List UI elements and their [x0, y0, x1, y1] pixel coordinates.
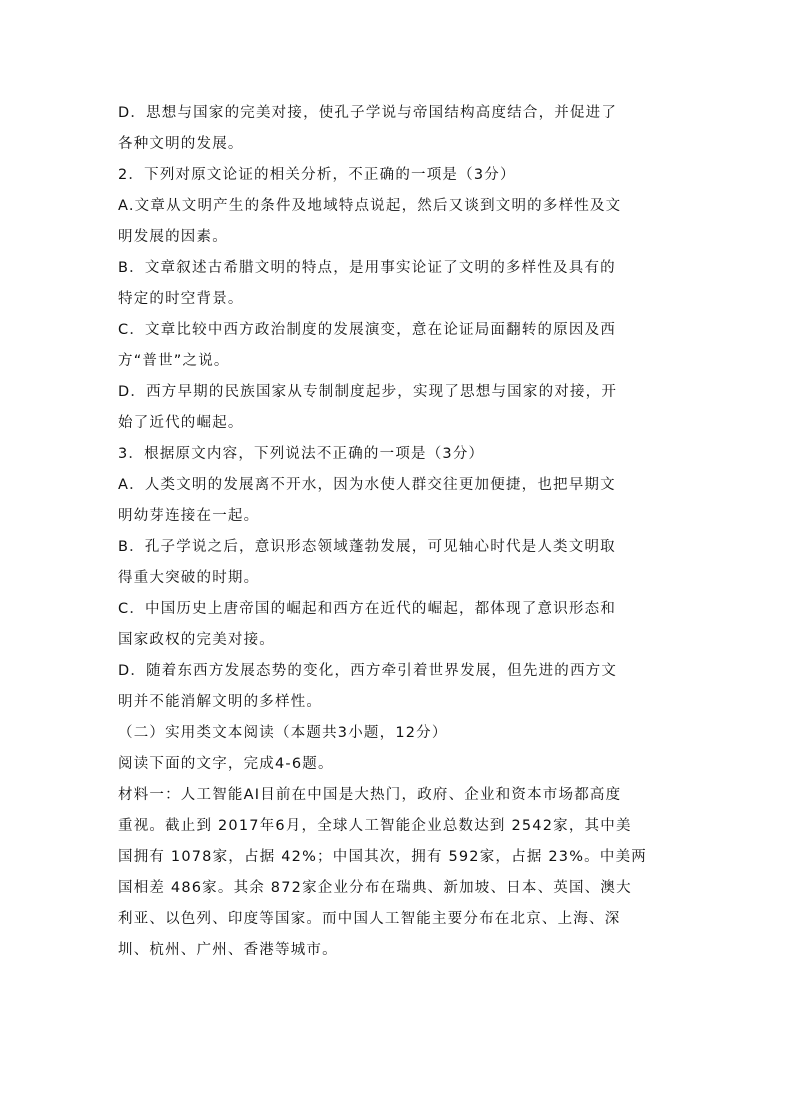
text-line: 方“普世”之说。: [118, 353, 230, 369]
text-line: D．随着东西方发展态势的变化，西方牵引着世界发展，但先进的西方文: [118, 663, 618, 679]
question-3-option-d: [118, 656, 678, 718]
text-line: A.文章从文明产生的条件及地域特点说起，然后又谈到文明的多样性及文: [118, 198, 622, 214]
question-3-option-a: [118, 470, 678, 532]
question-2-option-a: [118, 191, 678, 253]
question-3-stem: [118, 439, 678, 470]
text-line: D．思想与国家的完美对接，使孔子学说与帝国结构高度结合，并促进了: [118, 105, 618, 121]
question-2-option-c: [118, 315, 678, 377]
question-2-option-b: [118, 253, 678, 315]
text-line: 材料一：人工智能AI目前在中国是大热门，政府、企业和资本市场都高度: [118, 787, 622, 803]
material-one-paragraph: [118, 780, 678, 966]
text-line: 明幼芽连接在一起。: [118, 508, 260, 524]
text-line: 圳、杭州、广州、香港等城市。: [118, 942, 338, 958]
text-line: 利亚、以色列、印度等国家。而中国人工智能主要分布在北京、上海、深: [118, 911, 621, 927]
text-line: 2．下列对原文论证的相关分析，不正确的一项是（3分）: [118, 167, 516, 183]
question-2-option-d: [118, 377, 678, 439]
question-3-option-c: [118, 594, 678, 656]
text-line: B．文章叙述古希腊文明的特点，是用事实论证了文明的多样性及具有的: [118, 260, 616, 276]
text-line: 阅读下面的文字，完成4-6题。: [118, 756, 334, 772]
text-line: 明并不能消解文明的多样性。: [118, 694, 323, 710]
text-line: 国相差 486家。其余 872家企业分布在瑞典、新加坡、日本、英国、澳大: [118, 880, 632, 896]
text-line: C．中国历史上唐帝国的崛起和西方在近代的崛起，都体现了意识形态和: [118, 601, 617, 617]
text-line: （二）实用类文本阅读（本题共3小题，12分）: [118, 725, 448, 741]
text-line: 国家政权的完美对接。: [118, 632, 275, 648]
text-line: C．文章比较中西方政治制度的发展演变，意在论证局面翻转的原因及西: [118, 322, 617, 338]
text-line: A．人类文明的发展离不开水，因为水使人群交往更加便捷，也把早期文: [118, 477, 616, 493]
text-line: 3．根据原文内容，下列说法不正确的一项是（3分）: [118, 446, 485, 462]
text-line: 各种文明的发展。: [118, 136, 244, 152]
text-line: 明发展的因素。: [118, 229, 228, 245]
text-line: 始了近代的崛起。: [118, 415, 244, 431]
text-line: 特定的时空背景。: [118, 291, 244, 307]
document-page: [118, 98, 678, 966]
text-line: 国拥有 1078家，占据 42%；中国其次，拥有 592家，占据 23%。中美两: [118, 849, 647, 865]
question-3-option-b: [118, 532, 678, 594]
question-2-stem: [118, 160, 678, 191]
text-line: 得重大突破的时期。: [118, 570, 260, 586]
section-heading: [118, 718, 678, 749]
option-d-q1-paragraph: [118, 98, 678, 160]
reading-instruction: [118, 749, 678, 780]
text-line: 重视。截止到 2017年6月，全球人工智能企业总数达到 2542家，其中美: [118, 818, 632, 834]
text-line: D．西方早期的民族国家从专制制度起步，实现了思想与国家的对接，开: [118, 384, 618, 400]
text-line: B．孔子学说之后，意识形态领域蓬勃发展，可见轴心时代是人类文明取: [118, 539, 616, 555]
